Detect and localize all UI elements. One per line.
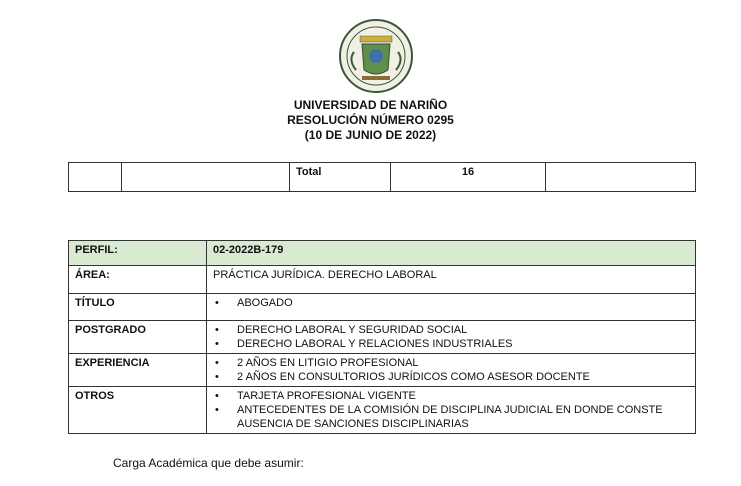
list-item: • 2 AÑOS EN CONSULTORIOS JURÍDICOS COMO ASESOR DOCENTE xyxy=(215,371,590,383)
bullet-icon: • xyxy=(215,338,219,350)
document-header xyxy=(0,98,741,143)
row-label: EXPERIENCIA xyxy=(69,354,207,387)
bullet-icon: • xyxy=(215,390,219,402)
bullet-icon: • xyxy=(215,324,219,336)
list-item: • 2 AÑOS EN LITIGIO PROFESIONAL xyxy=(215,357,419,369)
row-label: POSTGRADO xyxy=(69,321,207,354)
bullet-icon: • xyxy=(215,357,219,369)
total-cell-1 xyxy=(69,163,122,192)
list-item: • TARJETA PROFESIONAL VIGENTE xyxy=(215,390,416,402)
university-name: UNIVERSIDAD DE NARIÑO xyxy=(293,98,448,112)
row-label: ÁREA: xyxy=(69,266,207,294)
profile-row-perfil xyxy=(69,241,696,266)
footer-text: Carga Académica que debe asumir: xyxy=(113,456,304,470)
bullet-icon: • xyxy=(215,371,219,383)
total-row xyxy=(69,163,696,192)
row-label: TÍTULO xyxy=(69,294,207,321)
list-item: • DERECHO LABORAL Y SEGURIDAD SOCIAL xyxy=(215,324,468,336)
row-items xyxy=(207,354,696,387)
resolution-date: (10 DE JUNIO DE 2022) xyxy=(304,128,437,142)
bullet-icon: • xyxy=(215,297,219,309)
row-items xyxy=(207,387,696,434)
profile-row-postgrado xyxy=(69,321,696,354)
total-table xyxy=(68,162,696,192)
row-value: 02-2022B-179 xyxy=(207,241,696,266)
list-item: • DERECHO LABORAL Y RELACIONES INDUSTRIALES xyxy=(215,338,513,350)
profile-row-experiencia xyxy=(69,354,696,387)
total-cell-5 xyxy=(546,163,696,192)
total-value: 16 xyxy=(391,163,546,192)
resolution-number: RESOLUCIÓN NÚMERO 0295 xyxy=(287,113,454,127)
total-label: Total xyxy=(290,163,391,192)
bullet-icon: • xyxy=(215,404,219,416)
university-seal xyxy=(338,18,414,94)
row-label: OTROS xyxy=(69,387,207,434)
row-items xyxy=(207,321,696,354)
profile-table xyxy=(68,240,696,434)
profile-row-titulo xyxy=(69,294,696,321)
total-cell-2 xyxy=(122,163,290,192)
list-item: • ABOGADO xyxy=(215,297,293,309)
profile-row-otros xyxy=(69,387,696,434)
list-item: • ANTECEDENTES DE LA COMISIÓN DE DISCIPLINA JUDICIAL EN DONDE CONSTE AUSENCIA DE SANCIONES DISCIPLINARIAS xyxy=(215,404,663,430)
profile-row-area xyxy=(69,266,696,294)
row-items xyxy=(207,294,696,321)
row-value: PRÁCTICA JURÍDICA. DERECHO LABORAL xyxy=(207,266,696,294)
row-label: PERFIL: xyxy=(69,241,207,266)
